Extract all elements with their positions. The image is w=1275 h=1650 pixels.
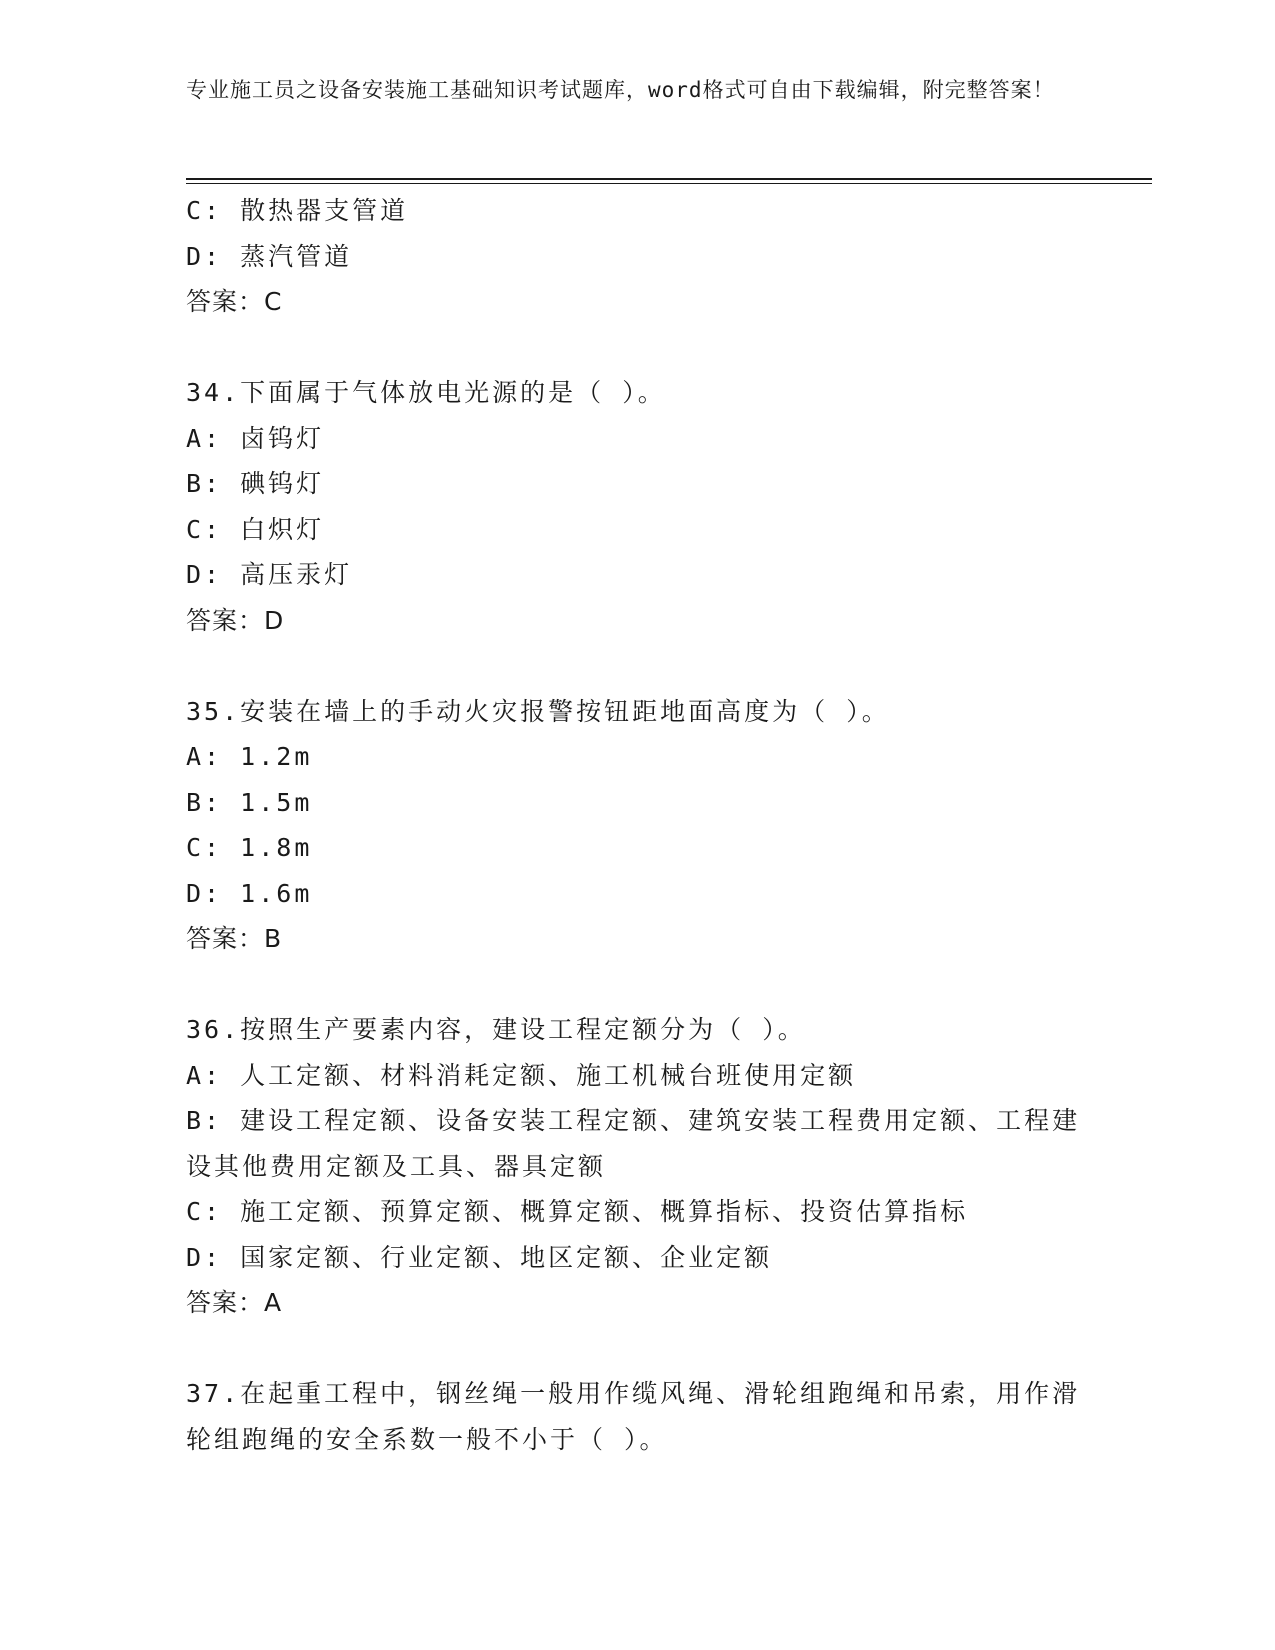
question-block-34 — [186, 370, 1086, 643]
spacer — [186, 1326, 1086, 1372]
question-stem: 36.按照生产要素内容，建设工程定额分为（ ）。 — [186, 1015, 806, 1044]
option-c: C: 白炽灯 — [186, 514, 325, 544]
option-b: B: 碘钨灯 — [186, 469, 325, 498]
question-block-36 — [186, 1007, 1086, 1326]
option-a: A: 卤钨灯 — [186, 423, 325, 453]
question-stem: 37.在起重工程中，钢丝绳一般用作缆风绳、滑轮组跑绳和吊索，用作滑轮组跑绳的安全系数一般不小于（ ）。 — [186, 1379, 1081, 1454]
option-c: C: 1.8m — [186, 833, 313, 862]
spacer — [186, 325, 1086, 371]
answer-line: 答案：B — [186, 924, 283, 953]
option-d: D: 蒸汽管道 — [186, 241, 353, 271]
question-stem: 34.下面属于气体放电光源的是（ ）。 — [186, 378, 666, 407]
option-d: D: 1.6m — [186, 878, 313, 908]
option-d: D: 高压汞灯 — [186, 560, 353, 589]
option-a: A: 1.2m — [186, 742, 313, 771]
option-a: A: 人工定额、材料消耗定额、施工机械台班使用定额 — [186, 1060, 857, 1090]
answer-line: 答案：D — [186, 605, 285, 635]
question-block-35 — [186, 689, 1086, 962]
option-c: C: 散热器支管道 — [186, 196, 409, 225]
answer-line: 答案：A — [186, 1288, 283, 1317]
option-d: D: 国家定额、行业定额、地区定额、企业定额 — [186, 1242, 773, 1272]
question-block-33 — [186, 188, 1086, 325]
header-divider-thin — [186, 183, 1152, 184]
page-header: 专业施工员之设备安装施工基础知识考试题库，word格式可自由下载编辑，附完整答案！ — [186, 78, 1055, 102]
question-list — [186, 188, 1086, 1462]
spacer — [186, 643, 1086, 689]
spacer — [186, 962, 1086, 1008]
option-b: B: 建设工程定额、设备安装工程定额、建筑安装工程费用定额、工程建设其他费用定额及工具、器具定额 — [186, 1106, 1081, 1181]
option-b: B: 1.5m — [186, 787, 313, 817]
option-c: C: 施工定额、预算定额、概算定额、概算指标、投资估算指标 — [186, 1197, 969, 1226]
header-divider-thick — [186, 178, 1152, 180]
question-stem: 35.安装在墙上的手动火灾报警按钮距地面高度为（ ）。 — [186, 696, 890, 726]
question-block-37 — [186, 1371, 1086, 1462]
answer-line: 答案：C — [186, 287, 283, 316]
